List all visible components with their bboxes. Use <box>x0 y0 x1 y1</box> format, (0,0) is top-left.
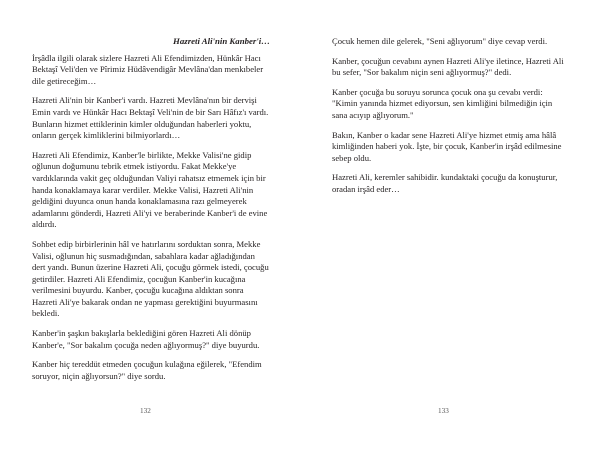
paragraph: Hazreti Ali Efendimiz, Kanber'le birlikte, Mekke Valisi'ne gidip oğlunun doğumunu tebrik etmek istiyordu. Fakat Mekke'ye vardıklarında vakit geç olduğundan Valiyi rahatsız etmemek için bir handa konaklamaya karar verdiler. Mekke Valisi, Hazreti Ali'nin geldiğini duyunca onun handa konaklamasına razı gelmeyerek adamlarını gönderdi, Hazreti Ali'yi ve beraberinde Kanber'i de evine aldırdı. <box>32 149 268 230</box>
right-page <box>300 0 600 449</box>
paragraph: İrşâdla ilgili olarak sizlere Hazreti Ali Efendimizden, Hünkâr Hacı Bektaşî Veli'den ve Pîrimiz Hüdâvendigâr Mevlâna'dan menkıbeler dile getireceğim… <box>32 52 264 86</box>
page-number-left: 132 <box>140 407 151 415</box>
paragraph: Hazreti Ali, keremler sahibidir. kundaktaki çocuğu da konuşturur, oradan irşâd eder… <box>332 172 558 194</box>
paragraph: Hazreti Ali'nin bir Kanber'i vardı. Hazreti Mevlâna'nın bir dervişi Emin vardı ve Hünkâr Hacı Bektaşî Veli'nin de bir Sarı Hâfız'ı vardı. Bunların hizmet ettiklerinin kimler olduğundan haberleri yoktu, onların gerçek kimliklerini bilmiyorlardı… <box>32 95 269 141</box>
right-text-column <box>332 36 564 204</box>
paragraph: Kanber hiç tereddüt etmeden çocuğun kulağına eğilerek, "Efendim soruyor, niçin ağlıyorsun?" diye sordu. <box>32 359 262 381</box>
paragraph: Kanber çocuğa bu soruyu sorunca çocuk ona şu cevabı verdi: "Kimin yanında hizmet ediyorsun, sen kimliğini bilmediğin için sana acıyıp ağlıyorum." <box>332 86 553 120</box>
paragraph: Kanber, çocuğun cevabını aynen Hazreti Ali'ye iletince, Hazreti Ali bu sefer, "Sor bakalım niçin seni ağlıyormuş?" dedi. <box>332 55 564 78</box>
chapter-heading: Hazreti Ali'nin Kanber'i… <box>173 36 270 46</box>
paragraph: Çocuk hemen dile gelerek, "Seni ağlıyorum" diye cevap verdi. <box>332 36 548 46</box>
paragraph: Bakın, Kanber o kadar sene Hazreti Ali'ye hizmet etmiş ama hâlâ kimliğinden haberi yok. İşte, bir çocuk, Kanber'in irşâd edilmesine sebep oldu. <box>332 129 562 163</box>
page-number-right: 133 <box>438 407 449 415</box>
paragraph: Kanber'in şaşkın bakışlarla beklediğini gören Hazreti Ali dönüp Kanber'e, "Sor bakalım çocuğa neden ağlıyormuş?" diye buyurdu. <box>32 328 260 350</box>
left-text-column <box>32 36 270 390</box>
paragraph: Sohbet edip birbirlerinin hâl ve hatırlarını sorduktan sonra, Mekke Valisi, oğlunun hiç susmadığından, sabahlara kadar ağladığından dert yandı. Bunun üzerine Hazreti Ali, çocuğu görmek istedi, çocuğu getirdiler. Hazreti Ali Efendimiz, çocuğun Kanber'in kucağına verilmesini buyurdu. Kanber, çocuğu kucağına aldıktan sonra Hazreti Ali'ye bakarak ondan ne yapması gerektiğini buyurmasını bekledi. <box>32 238 269 319</box>
